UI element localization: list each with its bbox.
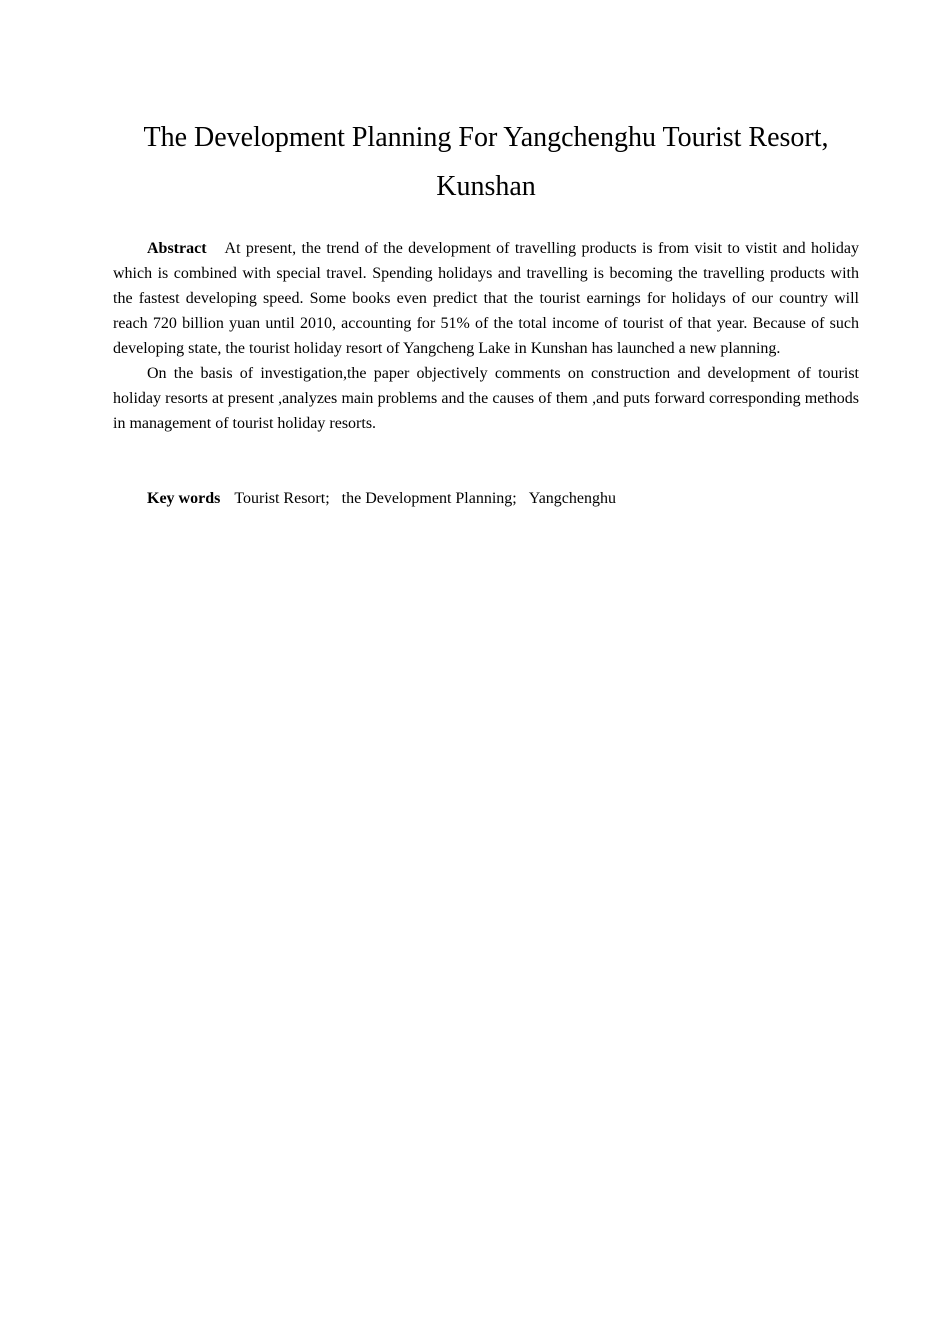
keyword-item: Tourist Resort; xyxy=(234,490,330,507)
keywords-section xyxy=(113,486,859,511)
abstract-label: Abstract xyxy=(147,240,207,257)
abstract-section xyxy=(113,236,859,436)
keyword-item: Yangchenghu xyxy=(528,490,616,507)
abstract-paragraph-2: On the basis of investigation,the paper objectively comments on construction and development of tourist holiday resorts at present ,analyzes main problems and the causes of them ,and puts forward corresponding methods in management of tourist holiday resorts. xyxy=(113,365,859,432)
keywords-label: Key words xyxy=(147,490,221,507)
document-title: The Development Planning For Yangchenghu Tourist Resort, Kunshan xyxy=(143,122,829,202)
abstract-paragraph-1 xyxy=(113,236,859,361)
abstract-text-1: At present, the trend of the development of travelling products is from visit to vistit and holiday which is combined with special travel. Spending holidays and travelling is becoming the travelling products with the fastest developing speed. Some books even predict that the tourist earnings for holidays of our country will reach 720 billion yuan until 2010, accounting for 51% of the total income of tourist of that year. Because of such developing state, the tourist holiday resort of Yangcheng Lake in Kunshan has launched a new planning. xyxy=(113,240,859,357)
keyword-item: the Development Planning; xyxy=(341,490,517,507)
